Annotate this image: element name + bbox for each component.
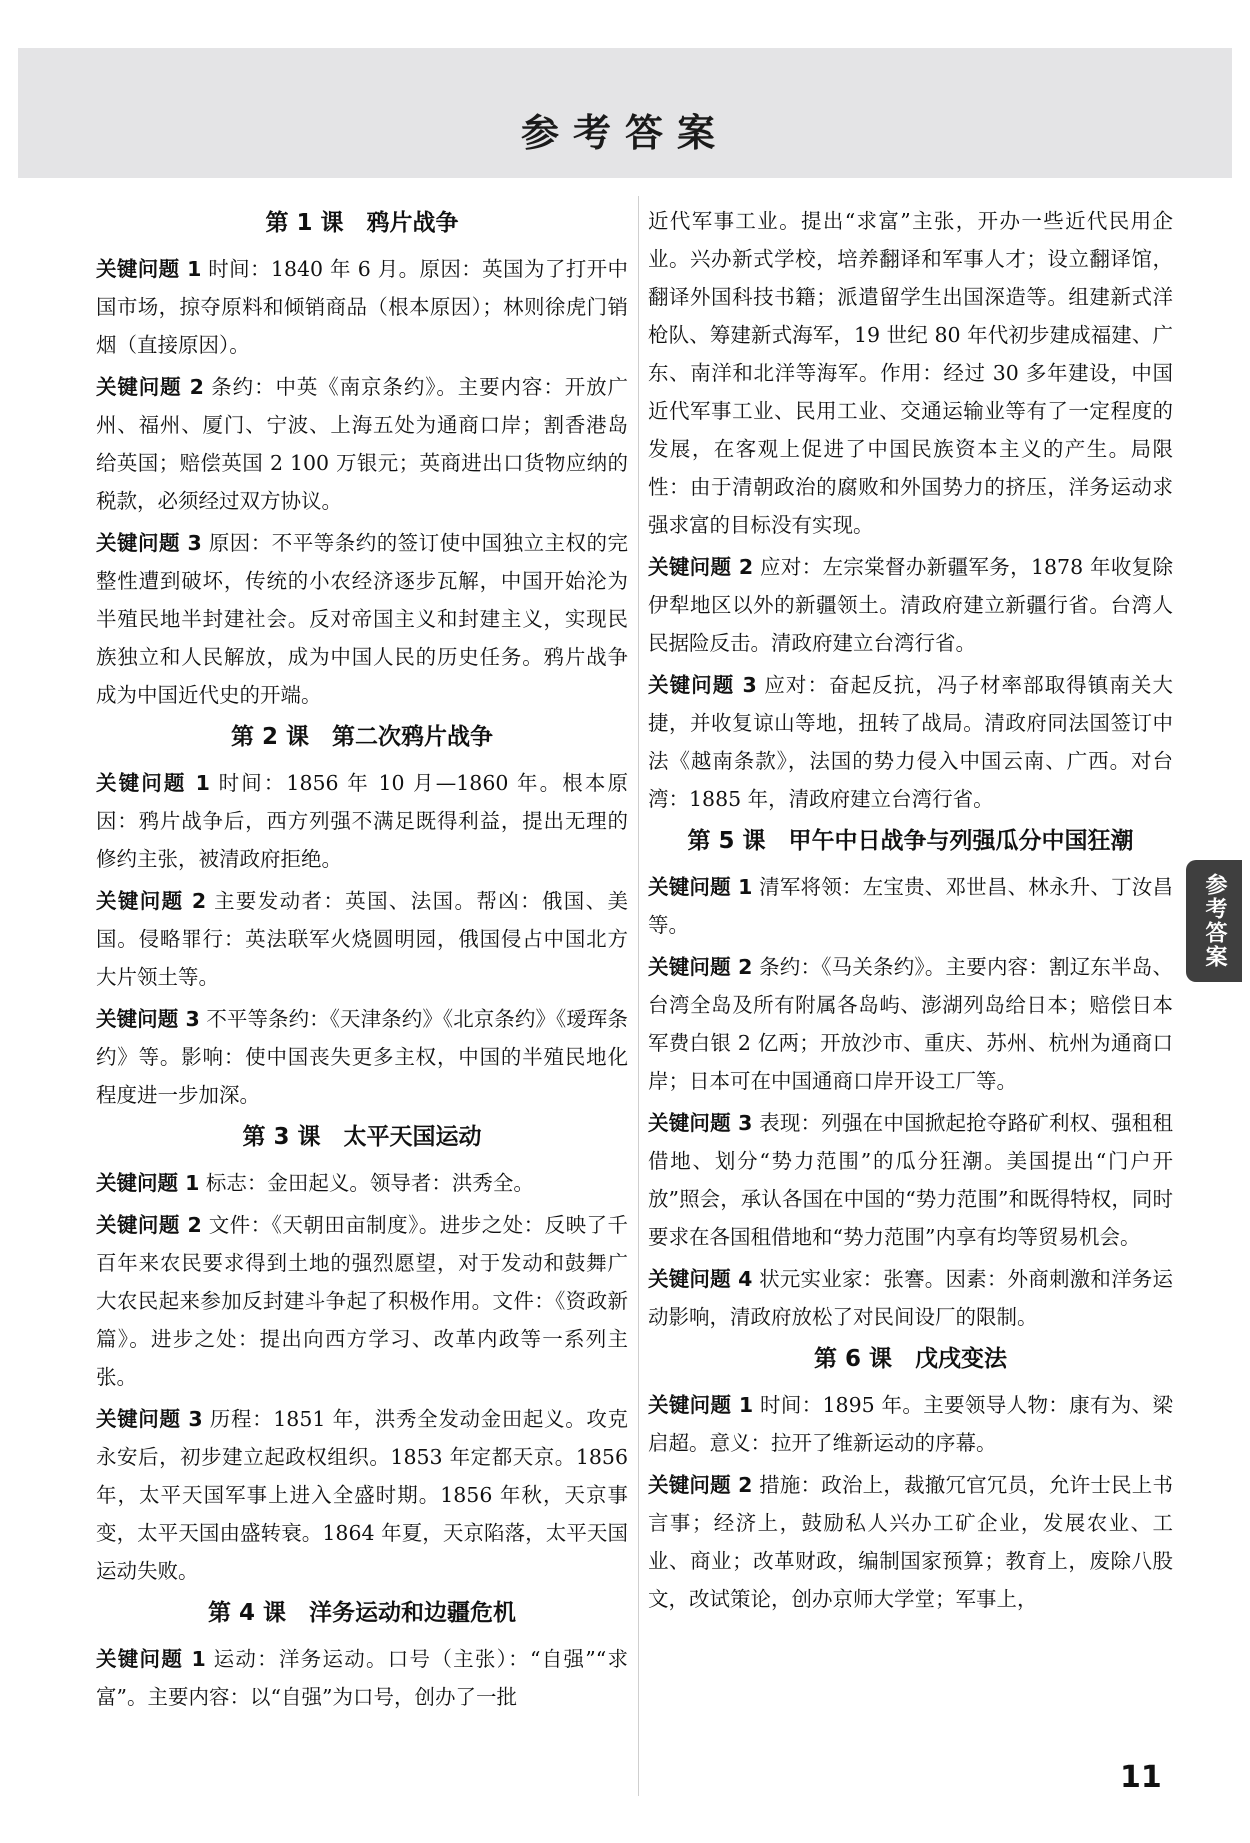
answer-text: 历程：1851 年，洪秀全发动金田起义。攻克永安后，初步建立起政权组织。1853 年定都天京。1856 年，太平天国军事上进入全盛时期。1856 年秋，天京事变，太平天国由盛转衰。1864 年夏，天京陷落，太平天国运动失败。 [96,1407,628,1583]
question-answer [96,1164,628,1202]
question-answer [96,1206,628,1396]
question-answer [96,764,628,878]
right-column [648,202,1173,1622]
answer-text: 措施：政治上，裁撤冗官冗员，允许士民上书言事；经济上，鼓励私人兴办工矿企业，发展农业、工业、商业；改革财政，编制国家预算；教育上，废除八股文，改试策论，创办京师大学堂；军事上， [648,1473,1173,1611]
question-label: 关键问题 1 [96,771,210,795]
lesson-title: 第 2 课 第二次鸦片战争 [230,724,494,750]
side-tab: 参考答案 [1186,860,1242,982]
answer-text: 条约：中英《南京条约》。主要内容：开放广州、福州、厦门、宁波、上海五处为通商口岸；割香港岛给英国；赔偿英国 2 100 万银元；英商进出口货物应纳的税款，必须经过双方协议。 [96,375,629,513]
answer-text: 应对：奋起反抗，冯子材率部取得镇南关大捷，并收复谅山等地，扭转了战局。清政府同法国签订中法《越南条款》，法国的势力侵入中国云南、广西。对台湾：1885 年，清政府建立台湾行省。 [648,673,1173,811]
lesson-title: 第 5 课 甲午中日战争与列强瓜分中国狂潮 [687,828,1134,854]
question-label: 关键问题 2 [648,955,753,979]
question-answer [648,666,1173,818]
answer-text: 清军将领：左宝贵、邓世昌、林永升、丁汝昌等。 [648,875,1173,937]
question-answer [96,368,628,520]
question-answer [648,1466,1173,1618]
question-answer [96,882,628,996]
question-answer [96,1400,628,1590]
question-label: 关键问题 2 [648,555,754,579]
question-label: 关键问题 2 [96,1213,202,1237]
question-label: 关键问题 1 [96,257,202,281]
question-answer [96,524,628,714]
question-answer [648,1260,1173,1336]
lesson-title: 第 4 课 洋务运动和边疆危机 [207,1600,517,1626]
question-answer [648,548,1173,662]
column-divider [638,196,639,1796]
question-answer [648,1104,1173,1256]
page-number: 11 [1120,1760,1162,1795]
answer-text: 应对：左宗棠督办新疆军务，1878 年收复除伊犁地区以外的新疆领土。清政府建立新疆行省。台湾人民据险反击。清政府建立台湾行省。 [648,555,1174,655]
answer-text: 运动：洋务运动。口号（主张）：“自强”“求富”。主要内容：以“自强”为口号，创办了一批 [96,1647,628,1709]
page-title: 参考答案 [520,111,729,155]
question-label: 关键问题 1 [648,1393,754,1417]
question-label: 关键问题 3 [648,1111,753,1135]
answer-text: 文件：《天朝田亩制度》。进步之处：反映了千百年来农民要求得到土地的强烈愿望，对于发动和鼓舞广大农民起来参加反封建斗争起了积极作用。文件：《资政新篇》。进步之处：提出向西方学习、改革内政等一系列主张。 [96,1213,629,1389]
question-label: 关键问题 1 [96,1647,206,1671]
lesson-title: 第 6 课 戊戌变法 [813,1346,1008,1372]
question-answer [648,948,1173,1100]
question-label: 关键问题 3 [96,1007,200,1031]
left-column [96,200,628,1720]
question-answer [96,1000,628,1114]
question-label: 关键问题 2 [96,375,204,399]
answer-text: 状元实业家：张謇。因素：外商刺激和洋务运动影响，清政府放松了对民间设厂的限制。 [648,1267,1173,1329]
answer-text: 不平等条约：《天津条约》《北京条约》《瑷珲条约》等。影响：使中国丧失更多主权，中国的半殖民地化程度进一步加深。 [96,1007,629,1107]
answer-text: 原因：不平等条约的签订使中国独立主权的完整性遭到破坏，传统的小农经济逐步瓦解，中国开始沦为半殖民地半封建社会。反对帝国主义和封建主义，实现民族独立和人民解放，成为中国人民的历史任务。鸦片战争成为中国近代史的开端。 [96,531,629,707]
question-label: 关键问题 2 [648,1473,753,1497]
answer-text: 条约：《马关条约》。主要内容：割辽东半岛、台湾全岛及所有附属各岛屿、澎湖列岛给日本；赔偿日本军费白银 2 亿两；开放沙市、重庆、苏州、杭州为通商口岸；日本可在中国通商口岸开设工厂等。 [648,955,1174,1093]
question-label: 关键问题 1 [648,875,753,899]
question-answer [648,1386,1173,1462]
lesson-title: 第 1 课 鸦片战争 [265,210,459,236]
answer-text: 时间：1856 年 10 月—1860 年。根本原因：鸦片战争后，西方列强不满足既得利益，提出无理的修约主张，被清政府拒绝。 [96,771,628,871]
answer-text: 时间：1895 年。主要领导人物：康有为、梁启超。意义：拉开了维新运动的序幕。 [648,1393,1174,1455]
question-label: 关键问题 3 [648,673,757,697]
question-label: 关键问题 3 [96,1407,203,1431]
answer-text: 标志：金田起义。领导者：洪秀全。 [199,1171,534,1195]
answer-text: 时间：1840 年 6 月。原因：英国为了打开中国市场，掠夺原料和倾销商品（根本原因）；林则徐虎门销烟（直接原因）。 [96,257,628,357]
continuation-text: 近代军事工业。提出“求富”主张，开办一些近代民用企业。兴办新式学校，培养翻译和军事人才；设立翻译馆，翻译外国科技书籍；派遣留学生出国深造等。组建新式洋枪队、筹建新式海军，19 世纪 80 年代初步建成福建、广东、南洋和北洋等海军。作用：经过 30 多年建设，中国近代军事工业、民用工业、交通运输业等有了一定程度的发展，在客观上促进了中国民族资本主义的产生。局限性：由于清朝政治的腐败和外国势力的挤压，洋务运动求强求富的目标没有实现。 [648,209,1173,537]
question-label: 关键问题 3 [96,531,202,555]
question-answer [96,250,628,364]
question-answer [96,1640,628,1716]
question-label: 关键问题 4 [648,1267,753,1291]
answer-text: 主要发动者：英国、法国。帮凶：俄国、美国。侵略罪行：英法联军火烧圆明园，俄国侵占中国北方大片领土等。 [96,889,629,989]
lesson-title: 第 3 课 太平天国运动 [242,1124,482,1150]
question-answer [648,868,1173,944]
question-label: 关键问题 2 [96,889,207,913]
answer-text: 表现：列强在中国掀起抢夺路矿利权、强租租借地、划分“势力范围”的瓜分狂潮。美国提出“门户开放”照会，承认各国在中国的“势力范围”和既得特权，同时要求在各国租借地和“势力范围”内享有均等贸易机会。 [648,1111,1173,1249]
question-label: 关键问题 1 [96,1171,200,1195]
